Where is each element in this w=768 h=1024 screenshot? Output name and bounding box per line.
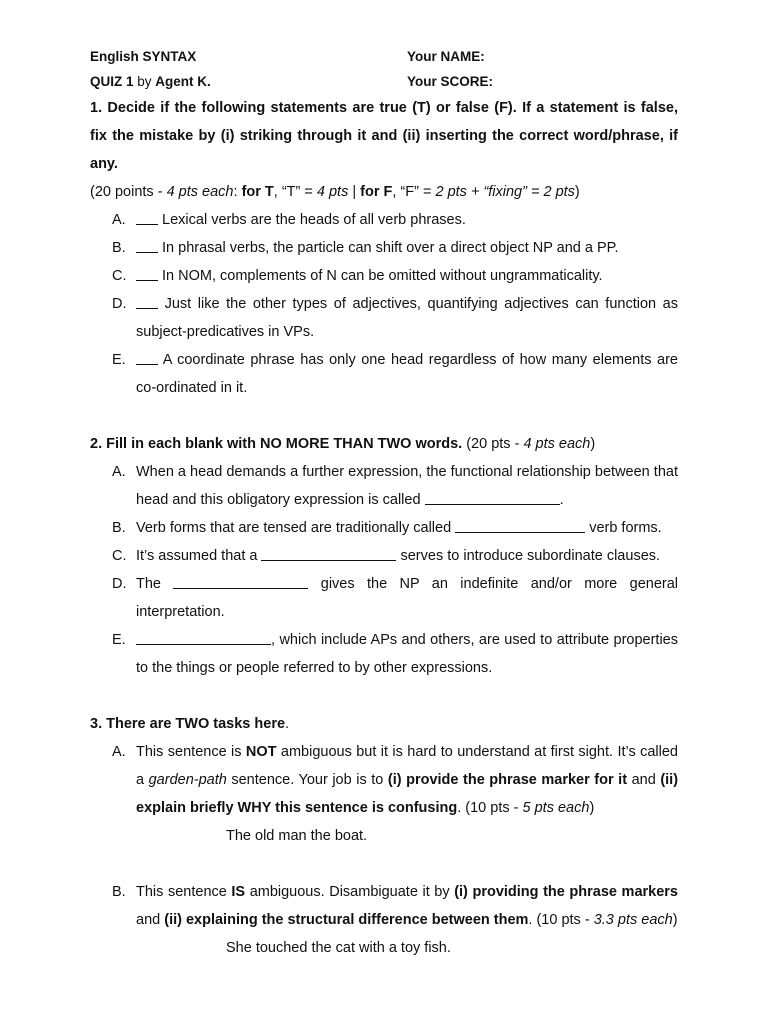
- q3-item-b: B. This sentence IS ambiguous. Disambiguate it by (i) providing the phrase markers and (ii) explaining the structural difference between them. (10 pts - 3.3 pts each): [112, 884, 678, 928]
- answer-blank[interactable]: [261, 546, 396, 561]
- example-sentence-b: She touched the cat with a toy fish.: [226, 940, 451, 956]
- q2-item: D. The gives the NP an indefinite and/or more general interpretation.: [112, 576, 679, 620]
- q3-item-a: A. This sentence is NOT ambiguous but it is hard to understand at first sight. It’s called a garden-path sentence. Your job is to (i) provide the phrase marker for it and (ii) explain briefly WHY this sentence is confusing. (10 pts - 5 pts each): [112, 744, 679, 816]
- q2-list: [90, 458, 678, 682]
- q2-item: E. , which include APs and others, are used to attribute properties to the things or people referred to by other expressions.: [112, 632, 678, 676]
- q2-item: C. It’s assumed that a serves to introduce subordinate clauses.: [112, 548, 661, 564]
- answer-blank[interactable]: [136, 238, 158, 253]
- answer-blank[interactable]: [136, 350, 158, 365]
- q1-item: A. Lexical verbs are the heads of all verb phrases.: [112, 212, 466, 228]
- q2-item: B. Verb forms that are tensed are traditionally called verb forms.: [112, 520, 662, 536]
- name-label: Your NAME:: [407, 49, 485, 64]
- q1-item: C. In NOM, complements of N can be omitted without ungrammaticality.: [112, 268, 603, 284]
- q3-list-b: [90, 878, 678, 934]
- header-row-1: [90, 44, 678, 69]
- q1-item: D. Just like the other types of adjectives, quantifying adjectives can function as subject-predicatives in VPs.: [112, 296, 678, 340]
- answer-blank[interactable]: [136, 294, 158, 309]
- header-row-2: [90, 69, 678, 94]
- answer-blank[interactable]: [136, 210, 158, 225]
- q1-list: [90, 206, 678, 402]
- q2-title: 2. Fill in each blank with NO MORE THAN TWO words. (20 pts - 4 pts each): [90, 436, 596, 452]
- q1-item: E. A coordinate phrase has only one head regardless of how many elements are co-ordinated in it.: [112, 352, 678, 396]
- q3-list: [90, 738, 678, 822]
- answer-blank[interactable]: [455, 518, 585, 533]
- q1-title: 1. Decide if the following statements are true (T) or false (F). If a statement is false, fix the mistake by (i) striking through it and (ii) inserting the correct word/phrase, if any.: [90, 100, 678, 172]
- quiz-page: [90, 44, 678, 962]
- answer-blank[interactable]: [425, 490, 560, 505]
- answer-blank[interactable]: [136, 266, 158, 281]
- q1-points: (20 points - 4 pts each: for T, “T” = 4 pts | for F, “F” = 2 pts + “fixing” = 2 pts): [90, 184, 580, 200]
- q2-item: A. When a head demands a further expression, the functional relationship between that head and this obligatory expression is called .: [112, 464, 678, 508]
- score-label: Your SCORE:: [407, 74, 494, 89]
- q1-item: B. In phrasal verbs, the particle can shift over a direct object NP and a PP.: [112, 240, 619, 256]
- quiz-title: QUIZ 1 by Agent K.: [90, 74, 211, 89]
- q3-title: 3. There are TWO tasks here.: [90, 716, 290, 732]
- answer-blank[interactable]: [136, 630, 271, 645]
- answer-blank[interactable]: [173, 574, 308, 589]
- course-title: English SYNTAX: [90, 49, 197, 64]
- example-sentence-a: The old man the boat.: [226, 828, 368, 844]
